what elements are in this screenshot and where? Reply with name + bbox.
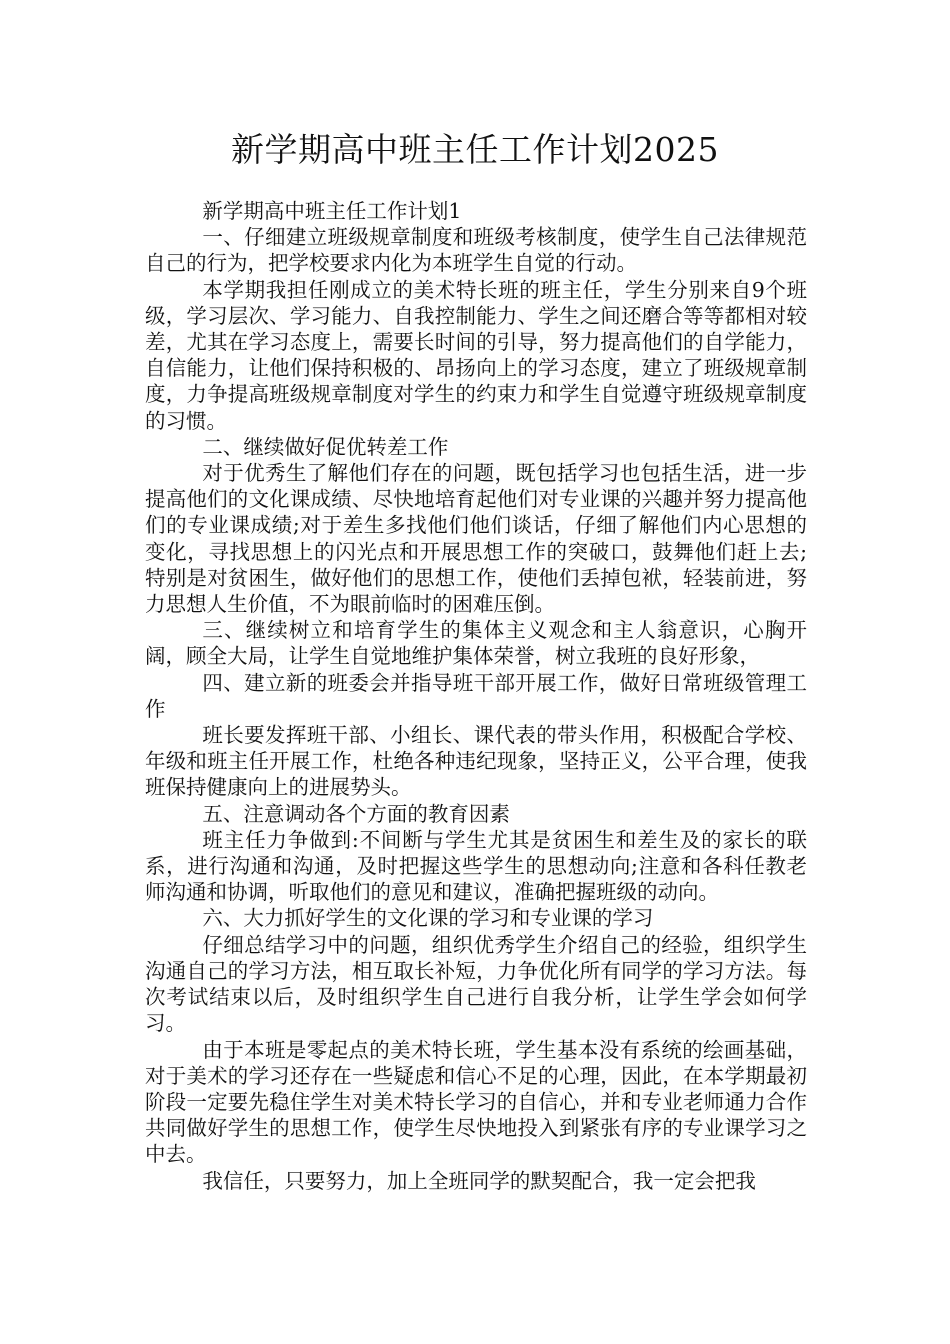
section-heading-3: 三、继续树立和培育学生的集体主义观念和主人翁意识，心胸开阔，顾全大局，让学生自觉地维护集体荣誉，树立我班的良好形象，: [145, 618, 807, 669]
section-heading-6: 六、大力抓好学生的文化课的学习和专业课的学习: [202, 906, 654, 931]
document-title: 新学期高中班主任工作计划2025: [231, 130, 719, 169]
section-heading-4: 四、建立新的班委会并指导班干部开展工作，做好日常班级管理工作: [145, 670, 807, 721]
paragraph-7: 由于本班是零起点的美术特长班，学生基本没有系统的绘画基础，对于美术的学习还存在一些疑虑和信心不足的心理，因此，在本学期最初阶段一定要先稳住学生对美术特长学习的自信心，并和专业老师通力合作共同做好学生的思想工作，使学生尽快地投入到紧张有序的专业课学习之中去。: [145, 1037, 807, 1167]
paragraph-3: 对于优秀生了解他们存在的问题，既包括学习也包括生活，进一步提高他们的文化课成绩、尽快地培育起他们对专业课的兴趣并努力提高他们的专业课成绩;对于差生多找他们他们谈话，仔细了解他们内心思想的变化，寻找思想上的闪光点和开展思想工作的突破口，鼓舞他们赶上去;特别是对贫困生，做好他们的思想工作，使他们丢掉包袱，轻装前进，努力思想人生价值，不为眼前临时的困难压倒。: [145, 461, 807, 617]
paragraph-4: 班长要发挥班干部、小组长、课代表的带头作用，积极配合学校、年级和班主任开展工作，杜绝各种违纪现象，坚持正义，公平合理，使我班保持健康向上的进展势头。: [145, 723, 807, 800]
paragraph-1: 一、仔细建立班级规章制度和班级考核制度，使学生自己法律规范自己的行为，把学校要求内化为本班学生自觉的行动。: [145, 225, 807, 276]
paragraph-subtitle: 新学期高中班主任工作计划1: [202, 199, 462, 223]
paragraph-2: 本学期我担任刚成立的美术特长班的班主任，学生分别来自9个班级，学习层次、学习能力、自我控制能力、学生之间还磨合等等都相对较差，尤其在学习态度上，需要长时间的引导，努力提高他们的自学能力，自信能力，让他们保持积极的、昂扬向上的学习态度，建立了班级规章制度，力争提高班级规章制度对学生的约束力和学生自觉遵守班级规章制度的习惯。: [145, 277, 807, 433]
document-body: [145, 198, 807, 1194]
paragraph-5: 班主任力争做到:不间断与学生尤其是贫困生和差生及的家长的联系，进行沟通和沟通，及时把握这些学生的思想动向;注意和各科任教老师沟通和协调，听取他们的意见和建议，准确把握班级的动向。: [145, 827, 807, 905]
paragraph-8: 我信任，只要努力，加上全班同学的默契配合，我一定会把我: [202, 1168, 756, 1193]
section-heading-5: 五、注意调动各个方面的教育因素: [202, 801, 510, 826]
paragraph-6: 仔细总结学习中的问题，组织优秀学生介绍自己的经验，组织学生沟通自己的学习方法，相互取长补短，力争优化所有同学的学习方法。每次考试结束以后，及时组织学生自己进行自我分析，让学生学会如何学习。: [145, 932, 807, 1036]
section-heading-2: 二、继续做好促优转差工作: [202, 434, 449, 459]
